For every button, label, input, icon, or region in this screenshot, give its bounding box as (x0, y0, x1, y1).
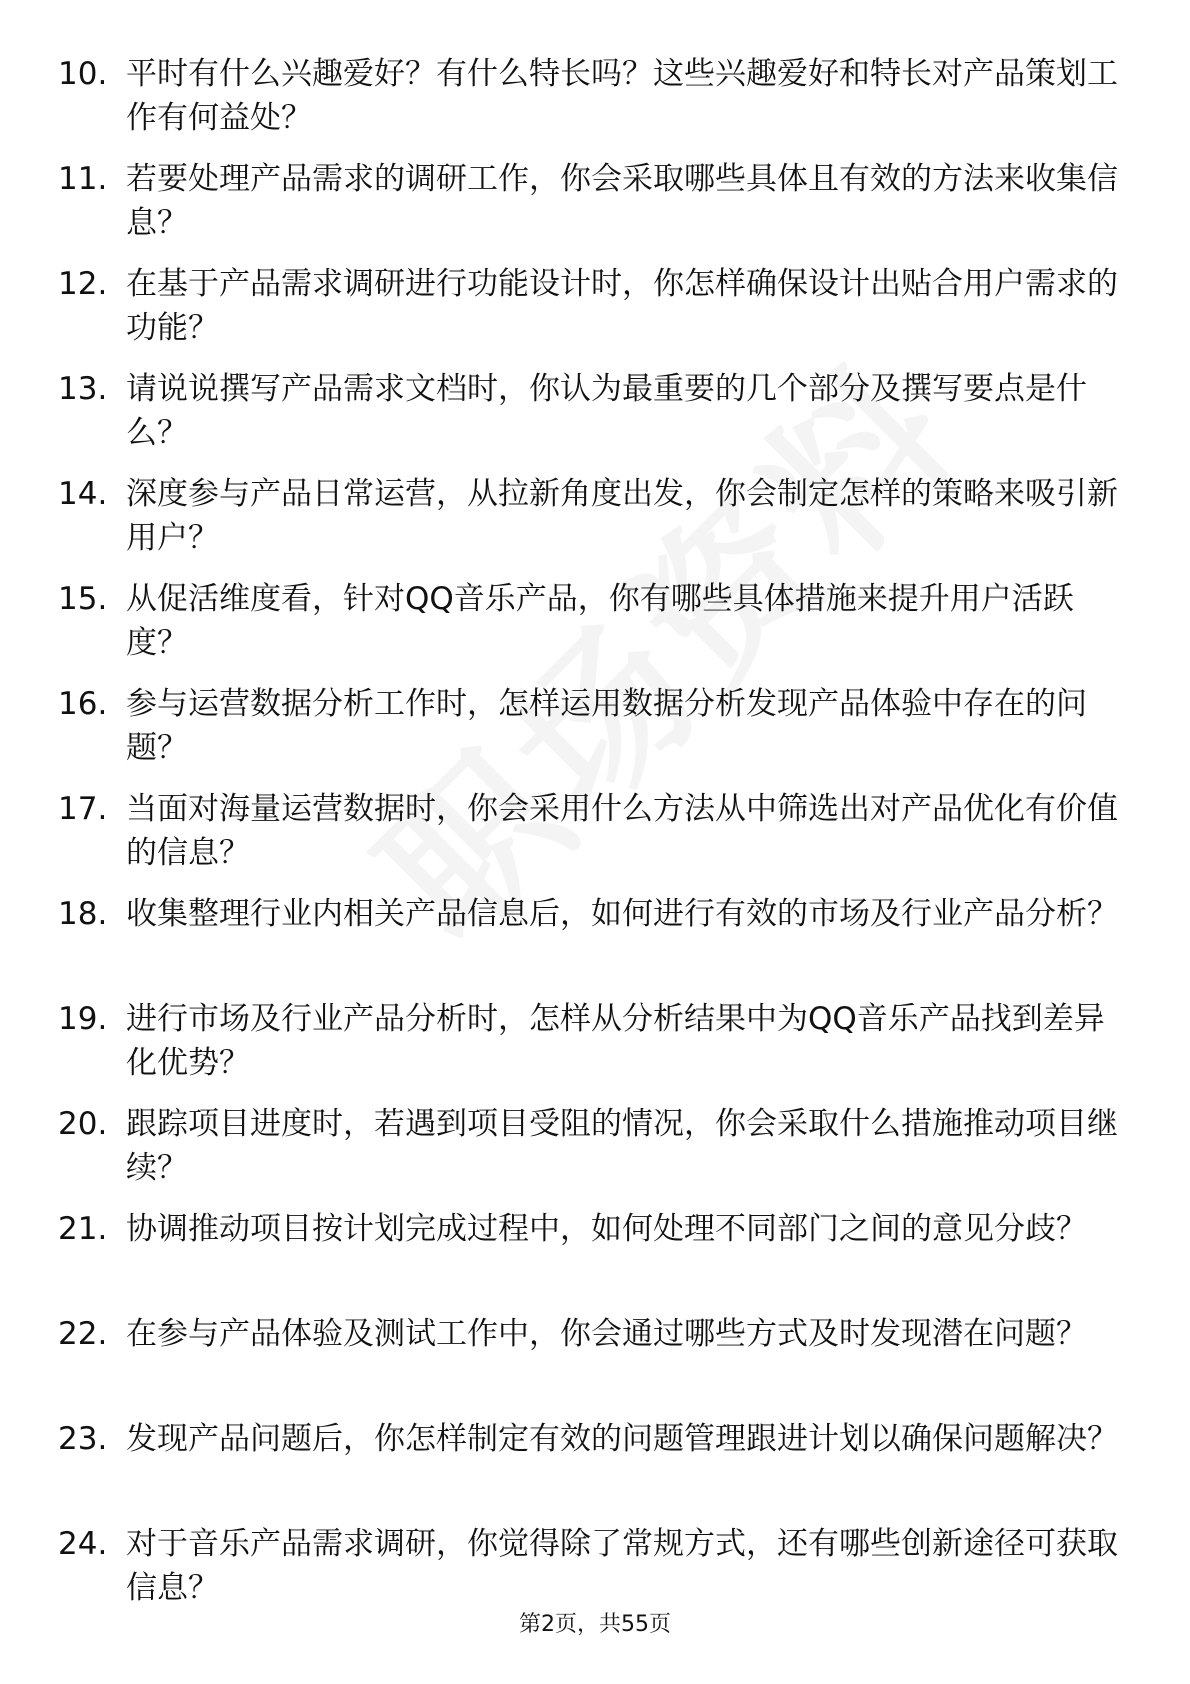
question-item (0, 787, 1190, 892)
question-text: 从促活维度看，针对QQ音乐产品，你有哪些具体措施来提升用户活跃度？ (126, 581, 1074, 661)
question-item (0, 997, 1190, 1102)
question-item (0, 52, 1190, 157)
question-item (0, 682, 1190, 787)
question-text: 深度参与产品日常运营，从拉新角度出发，你会制定怎样的策略来吸引新用户？ (126, 476, 1118, 556)
question-number: 11. (58, 161, 108, 197)
question-number: 19. (58, 1001, 108, 1037)
question-item (0, 472, 1190, 577)
question-text: 发现产品问题后，你怎样制定有效的问题管理跟进计划以确保问题解决？ (126, 1421, 1118, 1457)
question-item (0, 892, 1190, 997)
question-number: 21. (58, 1211, 108, 1247)
question-text: 若要处理产品需求的调研工作，你会采取哪些具体且有效的方法来收集信息？ (126, 161, 1118, 241)
question-item (0, 262, 1190, 367)
question-number: 16. (58, 686, 108, 722)
question-text: 在参与产品体验及测试工作中，你会通过哪些方式及时发现潜在问题？ (126, 1316, 1087, 1352)
question-number: 17. (58, 791, 108, 827)
question-number: 10. (58, 56, 108, 92)
question-text: 进行市场及行业产品分析时，怎样从分析结果中为QQ音乐产品找到差异化优势？ (126, 1001, 1105, 1081)
question-item (0, 1207, 1190, 1312)
question-item (0, 157, 1190, 262)
question-text: 请说说撰写产品需求文档时，你认为最重要的几个部分及撰写要点是什么？ (126, 371, 1087, 451)
page-footer: 第2页，共55页 (519, 1612, 671, 1637)
question-item (0, 1417, 1190, 1522)
question-item (0, 367, 1190, 472)
question-number: 24. (58, 1526, 108, 1562)
question-list (0, 52, 1190, 1627)
question-number: 13. (58, 371, 108, 407)
question-number: 23. (58, 1421, 108, 1457)
question-number: 15. (58, 581, 108, 617)
question-text: 在基于产品需求调研进行功能设计时，你怎样确保设计出贴合用户需求的功能？ (126, 266, 1118, 346)
question-number: 12. (58, 266, 108, 302)
question-item (0, 1102, 1190, 1207)
question-number: 22. (58, 1316, 108, 1352)
question-text: 平时有什么兴趣爱好？有什么特长吗？这些兴趣爱好和特长对产品策划工作有何益处？ (126, 56, 1118, 136)
question-text: 协调推动项目按计划完成过程中，如何处理不同部门之间的意见分歧？ (126, 1211, 1087, 1247)
question-number: 18. (58, 896, 108, 932)
question-text: 跟踪项目进度时，若遇到项目受阻的情况，你会采取什么措施推动项目继续？ (126, 1106, 1118, 1186)
question-text: 当面对海量运营数据时，你会采用什么方法从中筛选出对产品优化有价值的信息？ (126, 791, 1118, 871)
question-text: 对于音乐产品需求调研，你觉得除了常规方式，还有哪些创新途径可获取信息？ (126, 1526, 1118, 1606)
question-text: 收集整理行业内相关产品信息后，如何进行有效的市场及行业产品分析？ (126, 896, 1118, 932)
question-number: 20. (58, 1106, 108, 1142)
question-text: 参与运营数据分析工作时，怎样运用数据分析发现产品体验中存在的问题？ (126, 686, 1087, 766)
question-number: 14. (58, 476, 108, 512)
question-item (0, 1312, 1190, 1417)
question-item (0, 577, 1190, 682)
